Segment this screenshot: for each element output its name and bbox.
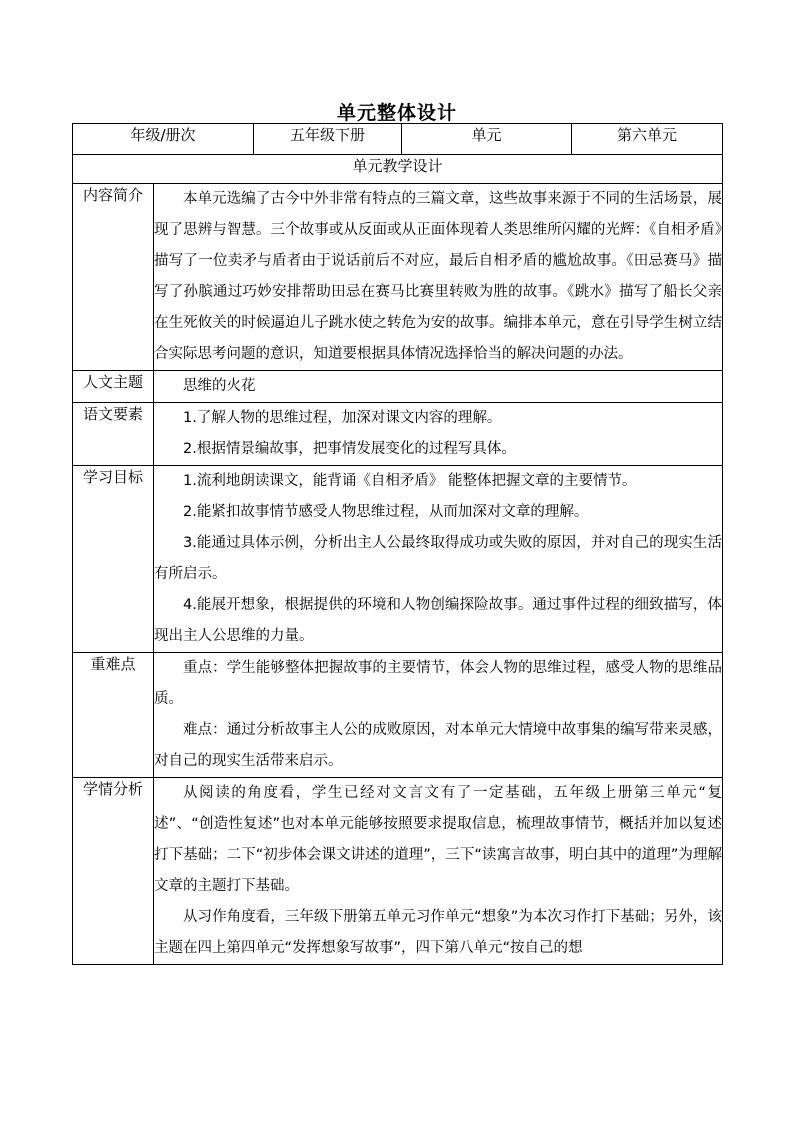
row-content-elements [154,403,723,466]
table-row [73,184,723,371]
paragraph: 重点：学生能够整体把握故事的主要情节，体会人物的思维过程，感受人物的思维品质。 [154,660,722,707]
table-row [73,403,723,466]
unit-design-table [72,123,723,965]
row-label-theme: 人文主题 [73,371,154,403]
table-row [73,466,723,653]
paragraph: 3.能通过具体示例，分析出主人公最终取得成功或失败的原因，并对自己的现实生活有所启示。 [154,535,722,582]
row-label-key-points: 重难点 [73,653,154,778]
row-label-intro: 内容简介 [73,184,154,371]
row-content-goals [154,466,723,653]
row-content-key-points [154,653,723,778]
paragraph: 从阅读的角度看，学生已经对文言文有了一定基础，五年级上册第三单元“复述”、“创造性复述”也对本单元能够按照要求提取信息，梳理故事情节，概括并加以复述打下基础；二下“初步体会课文讲述的道理”，三下“读寓言故事，明白其中的道理”为理解文章的主题打下基础。 [154,785,722,894]
paragraph: 从习作角度看，三年级下册第五单元习作单元“想象”为本次习作打下基础；另外，该主题在四上第四单元“发挥想象写故事”，四下第八单元“按自己的想 [154,909,722,956]
grade-value: 五年级下册 [254,124,402,155]
paragraph: 难点：通过分析故事主人公的成败原因，对本单元大情境中故事集的编写带来灵感，对自己的现实生活带来启示。 [154,722,722,769]
paragraph: 思维的火花 [183,378,256,394]
paragraph: 1.了解人物的思维过程，加深对课文内容的理解。 [183,410,502,426]
grade-label: 年级/册次 [73,124,254,155]
section-title: 单元教学设计 [73,155,723,184]
paragraph: 2.能紧扣故事情节感受人物思维过程，从而加深对文章的理解。 [183,504,589,520]
row-label-elements: 语文要素 [73,403,154,466]
row-content-intro [154,184,723,371]
table-row [73,371,723,403]
row-label-analysis: 学情分析 [73,778,154,965]
row-content-analysis [154,778,723,965]
paragraph: 2.根据情景编故事，把事情发展变化的过程写具体。 [183,441,516,457]
unit-value: 第六单元 [572,124,723,155]
unit-label: 单元 [402,124,572,155]
row-content-theme [154,371,723,403]
section-row [73,155,723,184]
table-row [73,778,723,965]
meta-row [73,124,723,155]
paragraph: 4.能展开想象，根据提供的环境和人物创编探险故事。通过事件过程的细致描写，体现出主人公思维的力量。 [154,597,722,644]
paragraph: 1.流利地朗读课文，能背诵《自相矛盾》 能整体把握文章的主要情节。 [183,473,637,489]
table-row [73,653,723,778]
row-label-goals: 学习目标 [73,466,154,653]
document-title: 单元整体设计 [336,102,457,124]
paragraph: 本单元选编了古今中外非常有特点的三篇文章，这些故事来源于不同的生活场景，展现了思辨与智慧。三个故事或从反面或从正面体现着人类思维所闪耀的光辉：《自相矛盾》描写了一位卖矛与盾者由于说话前后不对应，最后自相矛盾的尴尬故事。《田忌赛马》描写了孙膑通过巧妙安排帮助田忌在赛马比赛里转败为胜的故事。《跳水》描写了船长父亲在生死攸关的时候逼迫儿子跳水使之转危为安的故事。编排本单元，意在引导学生树立结合实际思考问题的意识，知道要根据具体情况选择恰当的解决问题的办法。 [154,191,722,362]
